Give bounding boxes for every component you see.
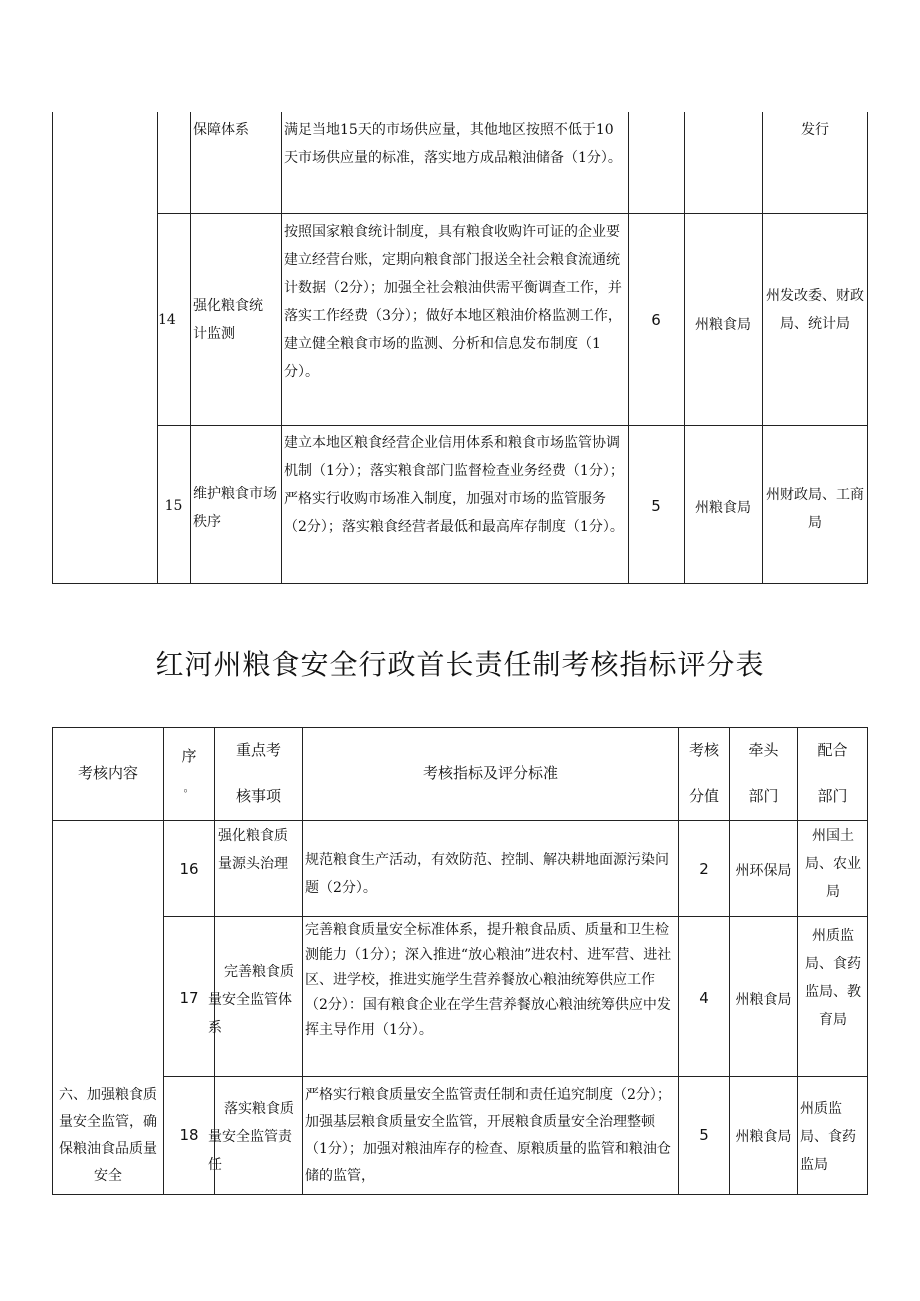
table-row-lead: 州环保局 [735, 863, 792, 879]
header-lead-line2: 部门 [748, 787, 779, 805]
table-row-number: 14 [158, 312, 176, 328]
table-row-lead: 州粮食局 [695, 500, 751, 516]
table-row-lead: 州粮食局 [695, 317, 751, 333]
table-row-number: 15 [164, 498, 183, 514]
table-row-assist: 发行 [801, 122, 829, 138]
table-row-criteria: 严格实行粮食质量安全监管责任制和责任追究制度（2分）；加强基层粮食质量安全监管，开展粮食质量安全治理整顿（1分）；加强对粮油库存的检查、原粮质量的监管和粮油仓储的监管， [305, 1087, 671, 1184]
table-row-item: 完善粮食质量安全监管体系 [208, 964, 294, 1036]
table-row-number: 18 [179, 1126, 199, 1144]
table-row-assist: 州财政局、工商局 [766, 487, 864, 531]
table-row-criteria: 满足当地15天的市场供应量，其他地区按照不低于10天市场供应量的标准，落实地方成品粮油储备（1分）。 [284, 122, 622, 166]
table-row-criteria: 建立本地区粮食经营企业信用体系和粮食市场监管协调机制（1分）；落实粮食部门监督检查业务经费（1分）；严格实行收购市场准入制度，加强对市场的监管服务（2分）；落实粮食经营者最低和最高库存制度（1分）。 [284, 435, 624, 535]
table-row-item: 保障体系 [193, 122, 249, 138]
table-row-assist: 州质监局、食药监局、教育局 [805, 928, 861, 1028]
header-score-line1: 考核 [688, 741, 719, 759]
table-row-number: 17 [179, 989, 199, 1007]
table-row-criteria: 规范粮食生产活动，有效防范、控制、解决耕地面源污染问题（2分）。 [305, 852, 669, 896]
header-item-line1: 重点考 [235, 741, 281, 759]
table-row-criteria: 完善粮食质量安全标准体系，提升粮食品质、质量和卫生检测能力（1分）；深入推进“放心粮油”进农村、进军营、进社区、进学校，推进实施学生营养餐放心粮油统筹供应工作（2分）：国有粮食企业在学生营养餐放心粮油统筹供应中发挥主导作用（1分）。 [305, 922, 672, 1038]
table-row-score: 2 [699, 860, 709, 878]
table-row-lead: 州粮食局 [735, 992, 792, 1008]
section-label: 六、加强粮食质量安全监管，确保粮油食品质量安全 [59, 1087, 157, 1184]
table-row-score: 5 [699, 1126, 709, 1144]
header-assist-line1: 配合 [817, 741, 848, 759]
table-row-item: 落实粮食质量安全监管责任 [208, 1101, 294, 1173]
table-row-item: 强化粮食统计监测 [193, 298, 263, 342]
table-row-score: 6 [651, 311, 661, 329]
header-number-sub: 。 [183, 781, 195, 794]
page-title: 红河州粮食安全行政首长责任制考核指标评分表 [155, 648, 765, 681]
table-row-assist: 州质监局、食药监局 [800, 1101, 856, 1173]
table-row-score: 5 [651, 497, 661, 515]
table-row-assist: 州发改委、财政局、统计局 [766, 288, 864, 332]
table-row-criteria: 按照国家粮食统计制度，具有粮食收购许可证的企业要建立经营台账，定期向粮食部门报送全社会粮食流通统计数据（2分）；加强全社会粮油供需平衡调查工作，并落实工作经费（3分）；做好本地区粮油价格监测工作，建立健全粮食市场的监测、分析和信息发布制度（1分）。 [284, 224, 622, 380]
header-score-line2: 分值 [688, 787, 719, 805]
table-row-assist: 州国土局、农业局 [805, 828, 861, 900]
header-assist-line2: 部门 [817, 787, 848, 805]
table-row-lead: 州粮食局 [735, 1129, 792, 1145]
table-row-score: 4 [699, 989, 709, 1007]
header-criteria: 考核指标及评分标准 [422, 764, 558, 782]
header-item-line2: 核事项 [235, 787, 281, 805]
header-number: 序 [181, 747, 197, 765]
table-row-item: 强化粮食质量源头治理 [218, 828, 288, 872]
header-content: 考核内容 [77, 764, 138, 782]
table-row-number: 16 [179, 860, 199, 878]
header-lead-line1: 牵头 [748, 741, 779, 759]
table-row-item: 维护粮食市场秩序 [193, 486, 277, 530]
